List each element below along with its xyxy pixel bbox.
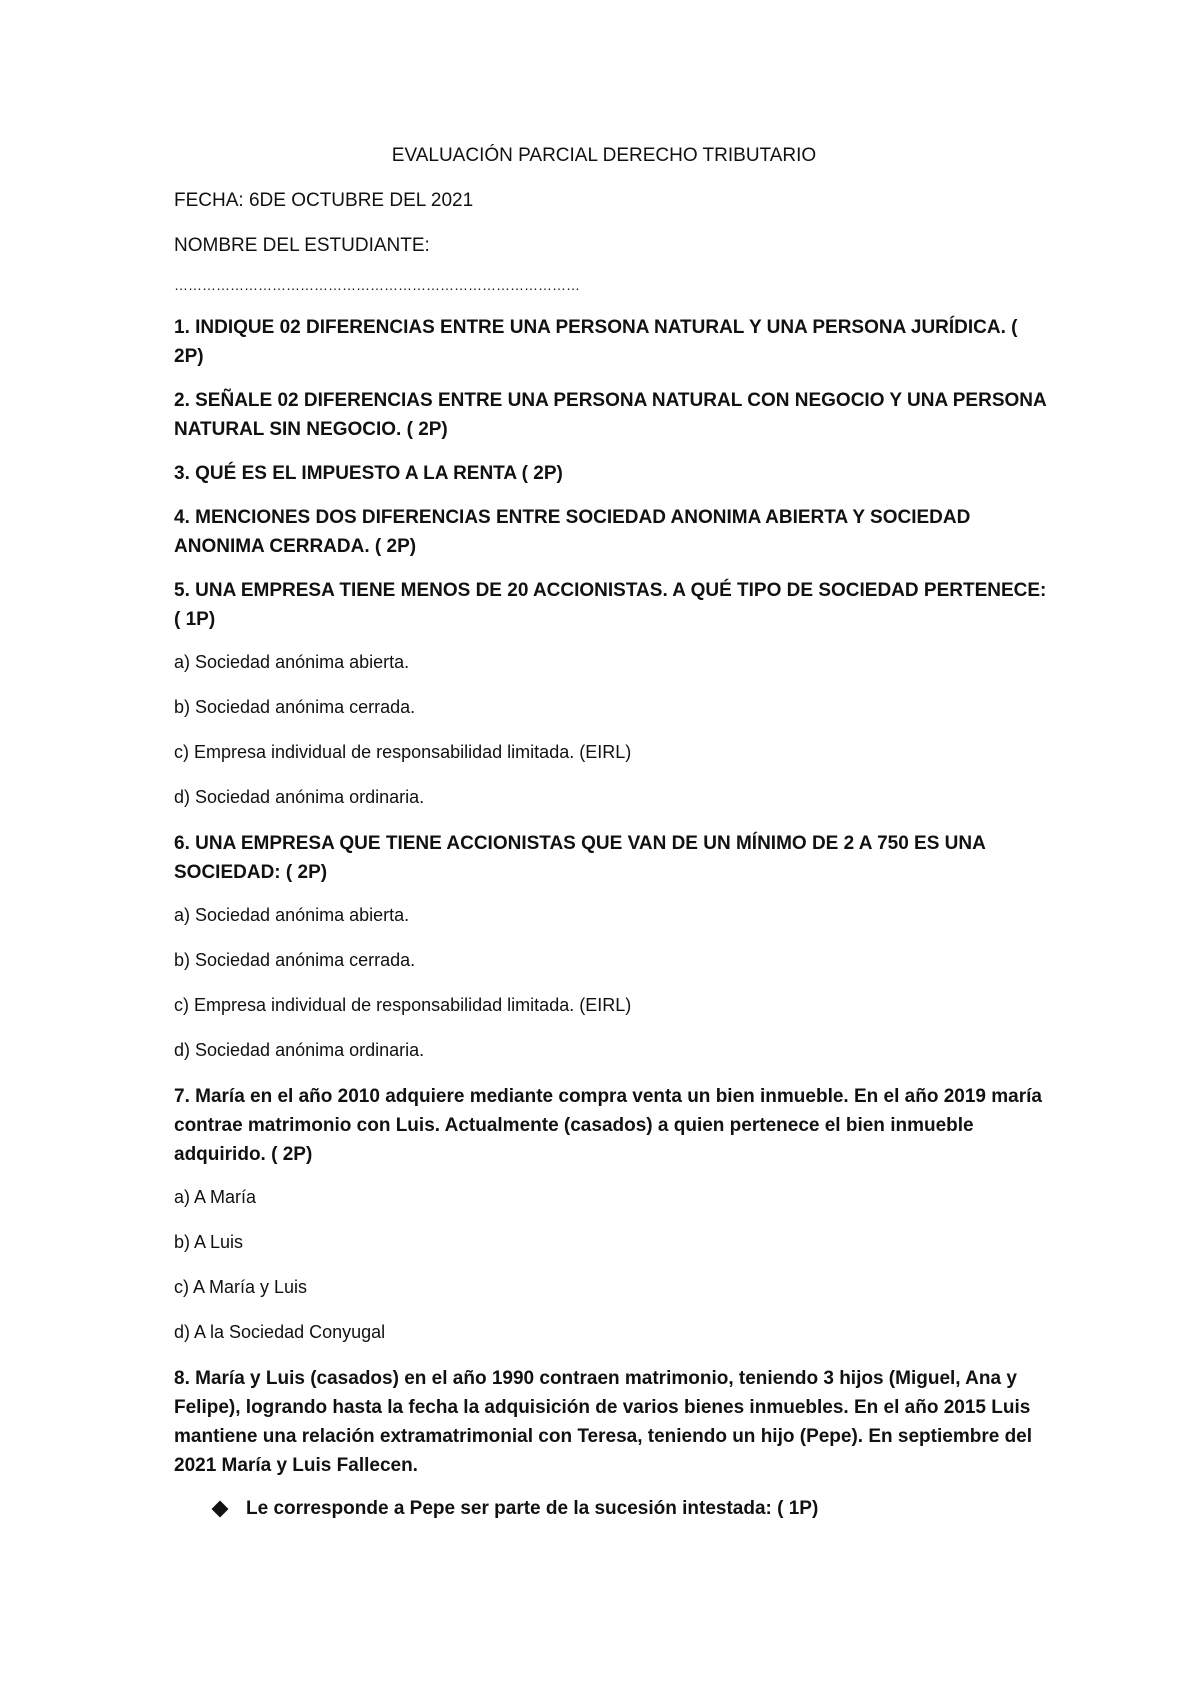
exam-date: FECHA: 6DE OCTUBRE DEL 2021: [174, 190, 474, 211]
question-7-option-a: a) A María: [174, 1187, 257, 1207]
question-5-option-c: c) Empresa individual de responsabilidad limitada. (EIRL): [174, 742, 632, 762]
question-7-option-b: b) A Luis: [174, 1232, 244, 1252]
question-5: 5. UNA EMPRESA TIENE MENOS DE 20 ACCIONISTAS. A QUÉ TIPO DE SOCIEDAD PERTENECE: ( 1P): [174, 580, 1047, 630]
question-3: 3. QUÉ ES EL IMPUESTO A LA RENTA ( 2P): [174, 463, 563, 484]
question-1: 1. INDIQUE 02 DIFERENCIAS ENTRE UNA PERSONA NATURAL Y UNA PERSONA JURÍDICA. ( 2P): [174, 317, 1018, 367]
question-5-option-a: a) Sociedad anónima abierta.: [174, 652, 410, 672]
question-7: 7. María en el año 2010 adquiere mediante compra venta un bien inmueble. En el año 2019 maría contrae matrimonio con Luis. Actualmente (casados) a quien pertenece el bien inmueble adquirido. ( 2P): [174, 1086, 1042, 1165]
question-5-option-b: b) Sociedad anónima cerrada.: [174, 697, 416, 717]
exam-title: EVALUACIÓN PARCIAL DERECHO TRIBUTARIO: [391, 145, 817, 166]
question-2: 2. SEÑALE 02 DIFERENCIAS ENTRE UNA PERSONA NATURAL CON NEGOCIO Y UNA PERSONA NATURAL SIN NEGOCIO. ( 2P): [174, 390, 1047, 440]
question-8-sub-item: [210, 1495, 1050, 1523]
question-7-option-d: d) A la Sociedad Conyugal: [174, 1322, 386, 1342]
question-6-option-b: b) Sociedad anónima cerrada.: [174, 950, 416, 970]
student-name-dotted-line: ……………………………………………………………………………: [174, 277, 580, 293]
question-6: 6. UNA EMPRESA QUE TIENE ACCIONISTAS QUE VAN DE UN MÍNIMO DE 2 A 750 ES UNA SOCIEDAD: ( 2P): [174, 833, 986, 883]
question-6-option-a: a) Sociedad anónima abierta.: [174, 905, 410, 925]
question-4: 4. MENCIONES DOS DIFERENCIAS ENTRE SOCIEDAD ANONIMA ABIERTA Y SOCIEDAD ANONIMA CERRADA. ( 2P): [174, 507, 971, 557]
question-6-option-c: c) Empresa individual de responsabilidad limitada. (EIRL): [174, 995, 632, 1015]
question-7-option-c: c) A María y Luis: [174, 1277, 308, 1297]
question-6-option-d: d) Sociedad anónima ordinaria.: [174, 1040, 425, 1060]
diamond-bullet-icon: [212, 1501, 229, 1518]
question-5-option-d: d) Sociedad anónima ordinaria.: [174, 787, 425, 807]
question-8: 8. María y Luis (casados) en el año 1990 contraen matrimonio, teniendo 3 hijos (Miguel, Ana y Felipe), logrando hasta la fecha la adquisición de varios bienes inmuebles. En el año 2015 Luis mantiene una relación extramatrimonial con Teresa, teniendo un hijo (Pepe). En septiembre del 2021 María y Luis Fallecen.: [174, 1368, 1033, 1476]
question-8-sub-item-text: Le corresponde a Pepe ser parte de la sucesión intestada: ( 1P): [246, 1498, 819, 1519]
student-name-label: NOMBRE DEL ESTUDIANTE:: [174, 235, 430, 256]
